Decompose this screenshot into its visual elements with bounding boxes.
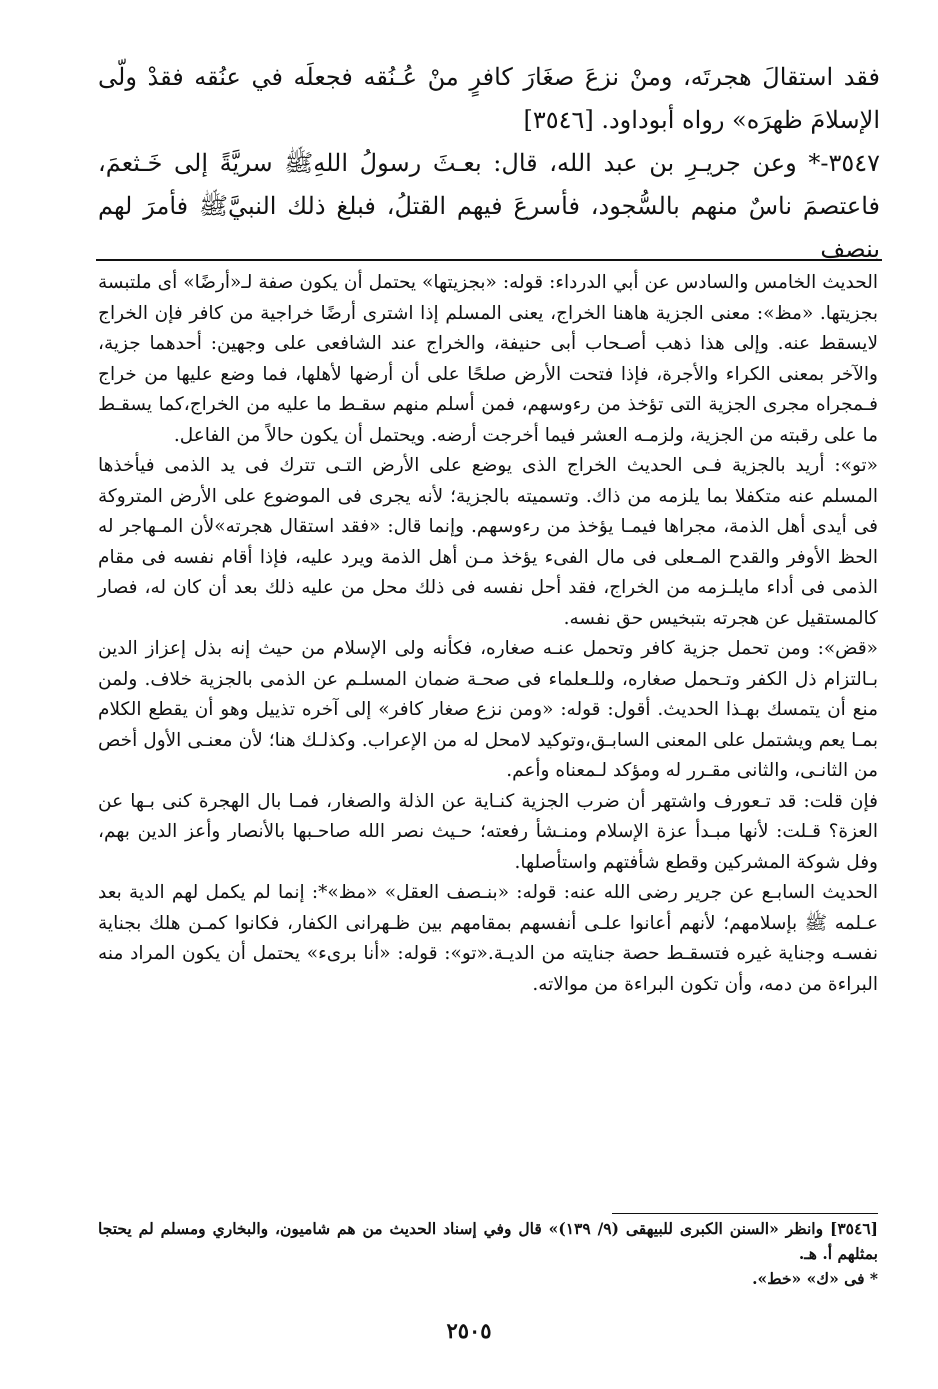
text-commentary-divider	[96, 259, 882, 261]
commentary-paragraph: «تو»: أريد بالجزية فـى الحديث الخراج الذى يوضع على الأرض التـى تترك فى يد الذمى فيأخذها المسلم عنه متكفلا بما يلزمه من ذاك. وتسميته بالجزية؛ لأنه يجرى فى الموضوع على الأرض المتروكة فى أيدى أهل الذمة، مجراها فيمـا يؤخذ من رءوسهم. وإنما قال: «فقد استقال هجرته»لأن المـهاجر له الحظ الأوفر والقدح المـعلى فى مال الفىء يؤخذ مـن أهل الذمة ويرد عليه، فإذا أقام نفسه فى مقام الذمى فى أداء مايلـزمه من الخراج، فقد أحل نفسه فى ذلك محل من عليه ذلك بعد أن كان له، فصار كالمستقيل عن هجرته بتبخيس حق نفسه.	[98, 455, 878, 629]
commentary-paragraph: الحديث الخامس والسادس عن أبي الدرداء: قوله: «بجزيتها» يحتمل أن يكون صفة لـ«أرضًا» أى ملتبسة بجزيتها. «مظ»: معنى الجزية هاهنا الخراج، يعنى المسلم إذا اشترى أرضًا خراجية من كافر فإن الخراج لايسقط عنه. وإلى هذا ذهب أصـحاب أبى حنيفة، والخراج عند الشافعى على وجهين: أحدهما جزية، والآخر بمعنى الكراء والأجرة، فإذا فتحت الأرض صلحًا على أن أرضها لأهلها، فما وضع عليها من خراج فـمجراه مجرى الجزية التى تؤخذ من رءوسهم، فمن أسلم منهم سقـط ما عليه من الخراج،كما يسقـط ما على رقبته من الجزية، ولزمـه العشر فيما أخرجت أرضه. ويحتمل أن يكون حالاً من الفاعل.	[98, 272, 878, 446]
footnote-asterisk: * فى «ك» «خط».	[752, 1269, 878, 1288]
footnote-divider	[612, 1213, 878, 1214]
hadith-text-block	[98, 56, 880, 271]
hadith-continuation: فقد استقالَ هجرتَه، ومنْ نزعَ صغَارَ كافرٍ منْ عُـنُقه فجعلَه في عنُقه فقدْ ولّى الإسلامَ ظهرَه» رواه أبوداود. [٣٥٤٦]	[98, 63, 880, 134]
commentary-paragraph: فإن قلت: قد تـعورف واشتهر أن ضرب الجزية كنـاية عن الذلة والصغار، فمـا بال الهجرة كنى بـها عن العزة؟ قـلت: لأنها مبـدأ عزة الإسلام ومنـشأ رفعته؛ حـيث نصر الله صاحـبها بالأنصار وأعز الدين بهم، وفل شوكة المشركين وقطع شأفتهم واستأصلها.	[98, 790, 878, 873]
commentary-paragraph: الحديث السابـع عن جرير رضى الله عنه: قوله: «بنـصف العقل» «مظ»*: إنما لم يكمل لهم الدية بعد عـلمه ﷺ بإسلامهم؛ لأنهم أعانوا علـى أنفسهم بمقامهم بين ظـهرانى الكفار، فكانوا كمـن هلك بجناية نفسـه وجناية غيره فتسقـط حصة جنايته من الديـة.«تو»: قوله: «أنا برىء» يحتمل أن يكون المراد منه البراءة من دمه، وأن تكون البراءة من موالاته.	[98, 882, 878, 995]
commentary-block	[98, 268, 878, 1000]
page-number: ٢٥٠٥	[446, 1318, 492, 1343]
footnote-3546: [٣٥٤٦] وانظر «السنن الكبرى للبيهقى (٩/ ١٣٩)» قال وفي إسناد الحديث من هم شاميون، والبخاري ومسلم لم يحتجا بمثلهم أ. هـ.	[98, 1219, 878, 1263]
commentary-paragraph: «قض»: ومن تحمل جزية كافر وتحمل عنـه صغاره، فكأنه ولى الإسلام من حيث إنه بذل إعزاز الدين بـالتزام ذل الكفر وتـحمل صغاره، وللـعلماء فى صحـة ضمان المسلـم عن الذمى بالجزية خلاف. ولمن منع أن يتمسك بهـذا الحديث. أقول: قوله: «ومن نزع صغار كافر» إلى آخره تذييل وهو أن يقطع الكلام بمـا يعم ويشتمل على المعنى السابـق،وتوكيد لامحل له من الإعراب. وكذلـك هنا؛ لأن معنـى الأول أخص من الثانـى، والثانى مقـرر له ومؤكد لـمعناه وأعم.	[98, 638, 878, 781]
hadith-3547: ٣٥٤٧-* وعن جريـرِ بن عبد الله، قال: بعـثَ رسولُ اللهِﷺ سريَّةً إلى خَـثعمَ، فاعتصمَ ناسٌ منهم بالسُّجود، فأسرعَ فيهم القتلُ، فبلغ ذلك النبيَّﷺ فأمرَ لهم بنصف	[98, 149, 880, 263]
footnotes-block	[98, 1216, 878, 1291]
